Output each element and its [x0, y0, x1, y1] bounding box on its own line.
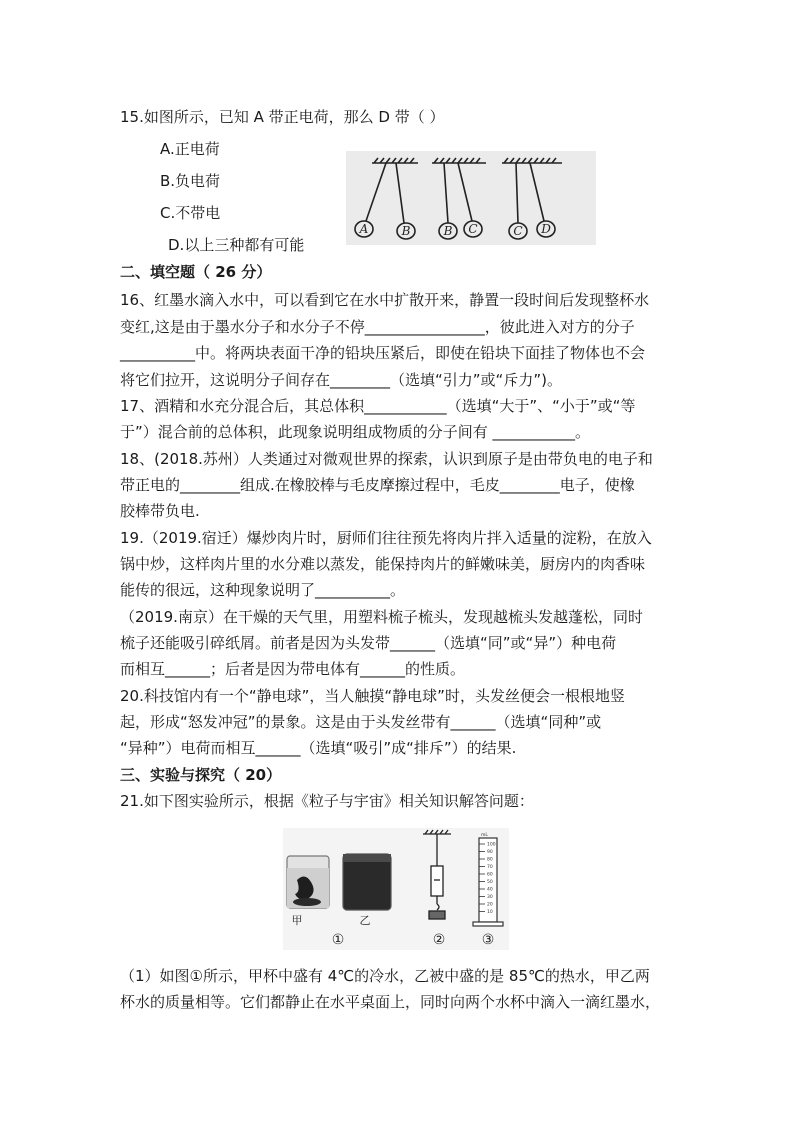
q15-option-b: B.负电荷	[160, 172, 221, 190]
cylinder-tick-70: 70	[487, 865, 493, 870]
q15-option-a: A.正电荷	[160, 140, 220, 158]
label-yi: 乙	[359, 914, 371, 927]
q15-option-c: C.不带电	[160, 204, 221, 222]
q21-stem: 21.如下图实验所示，根据《粒子与宇宙》相关知识解答问题：	[120, 792, 534, 810]
q20-line-3: “异种”）电荷而相互______（选填“吸引”成“排斥”）的结果.	[120, 739, 517, 757]
charged-balls-figure	[346, 151, 596, 245]
q20-line-2: 起，形成“怒发冲冠”的景象。这是由于头发丝带有______（选填“同种”或	[120, 713, 602, 731]
ball-label-a: A	[359, 222, 369, 236]
q18-line-2: 带正电的________组成.在橡胶棒与毛皮摩擦过程中，毛皮________电子，使橡	[120, 476, 635, 494]
cylinder-unit: mL	[481, 833, 488, 838]
q19-line-2: 锅中炒，这样肉片里的水分难以蒸发，能保持肉片的鲜嫩味美，厨房内的肉香味	[120, 555, 646, 573]
ball-label-b2: B	[443, 224, 453, 238]
q16-line-4: 将它们拉开，这说明分子间存在________（选填“引力”或“斥力”)。	[120, 371, 562, 389]
label-circle-2: ②	[432, 932, 446, 948]
q19-line-5: 梳子还能吸引碎纸屑。前者是因为头发带______（选填“同”或“异”）种电荷	[120, 634, 617, 652]
ball-label-d: D	[541, 222, 551, 236]
q16-line-1: 16、红墨水滴入水中，可以看到它在水中扩散开来，静置一段时间后发现整杯水	[120, 291, 650, 309]
q15-stem: 15.如图所示，已知 A 带正电荷，那么 D 带（ ）	[120, 108, 445, 126]
beaker-jia	[287, 856, 329, 908]
q18-line-1: 18、(2018.苏州）人类通过对微观世界的探索，认识到原子是由带负电的电子和	[120, 450, 653, 468]
q19-line-6: 而相互______；后者是因为带电体有______的性质。	[120, 660, 466, 678]
label-circle-3: ③	[481, 932, 495, 948]
label-jia: 甲	[291, 914, 303, 927]
q17-line-1: 17、酒精和水充分混合后，其总体积___________（选填“大于”、“小于”或“等	[120, 397, 636, 415]
q19-line-1: 19.（2019.宿迁）爆炒肉片时，厨师们往往预先将肉片拌入适量的淀粉，在放入	[120, 529, 652, 547]
ball-label-b1: B	[401, 224, 411, 238]
cylinder-tick-50: 50	[487, 880, 493, 885]
cylinder-tick-100: 100	[487, 842, 496, 848]
cylinder-tick-60: 60	[487, 872, 493, 878]
cylinder-tick-30: 30	[487, 895, 493, 900]
q16-line-3: __________中。将两块表面干净的铅块压紧后，即使在铅块下面挂了物体也不会	[120, 344, 646, 362]
experiment-figure	[283, 828, 509, 950]
q19-line-4: （2019.南京）在干燥的天气里，用塑料梳子梳头，发现越梳头发越蓬松，同时	[120, 608, 643, 626]
ball-label-c1: C	[468, 222, 478, 236]
q19-line-3: 能传的很远，这种现象说明了__________。	[120, 581, 406, 599]
cylinder-tick-20: 20	[487, 902, 493, 908]
q20-line-1: 20.科技馆内有一个“静电球”，当人触摸“静电球”时，头发丝便会一根根地竖	[120, 687, 625, 705]
label-circle-1: ①	[331, 932, 345, 948]
q21-part1-line-1: （1）如图①所示，甲杯中盛有 4℃的冷水，乙被中盛的是 85℃的热水，甲乙两	[120, 967, 650, 985]
cylinder-tick-80: 80	[487, 857, 493, 863]
cylinder-tick-40: 40	[487, 887, 493, 893]
cylinder-tick-90: 90	[487, 850, 493, 855]
q15-option-d: D.以上三种都有可能	[168, 236, 305, 254]
section2-title: 二、填空题（ 26 分）	[120, 263, 272, 281]
section3-title: 三、实验与探究（ 20）	[120, 766, 282, 784]
q21-part1-line-2: 杯水的质量相等。它们都静止在水平桌面上，同时向两个水杯中滴入一滴红墨水，	[120, 993, 661, 1011]
q16-line-2: 变红,这是由于墨水分子和水分子不停________________，彼此进入对方的分子	[120, 318, 635, 336]
beaker-yi	[343, 854, 391, 910]
q17-line-2: 于”）混合前的总体积，此现象说明组成物质的分子间有 ___________。	[120, 423, 591, 441]
ball-label-c2: C	[513, 224, 523, 238]
cylinder-tick-10: 10	[487, 910, 493, 915]
q18-line-3: 胶棒带负电.	[120, 502, 200, 520]
